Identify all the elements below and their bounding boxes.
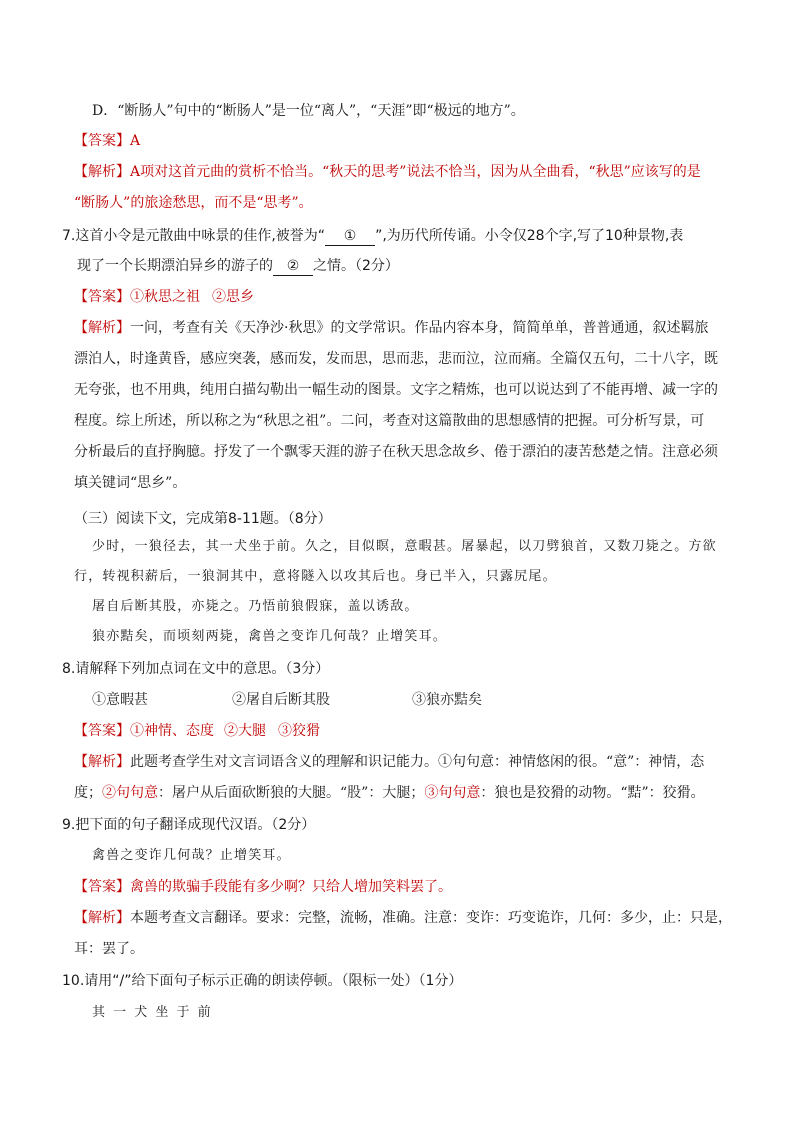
answer-label: 【答案】 (74, 133, 130, 149)
q7-explanation-line-5: 分析最后的直抒胸臆。抒发了一个飘零天涯的游子在秋天思念故乡、倦于漂泊的凄苦愁楚之情。注意必须 (74, 444, 718, 460)
q6-answer-value: A (130, 133, 141, 149)
passage-line-2: 行，转视积薪后，一狼洞其中，意将隧入以攻其后也。身已半入，只露尻尾。 (74, 569, 557, 584)
passage-line-4: 狼亦黠矣，而顷刻两毙，禽兽之变诈几何哉？止增笑耳。 (92, 629, 448, 644)
q6-explanation-line-1: 【解析】A项对这首元曲的赏析不恰当。“秋天的思考”说法不恰当，因为从全曲看，“秋思”应该写的是 (74, 164, 701, 180)
passage-line-1: 少时，一狼径去，其一犬坐于前。久之，目似瞑，意暇甚。屠暴起，以刀劈狼首，又数刀毙之。方欲 (92, 539, 717, 554)
q7-answer: 【答案】①秋思之祖 ②思乡 (74, 289, 254, 305)
q6-answer (74, 131, 140, 151)
section-3-heading: （三）阅读下文，完成第8-11题。（8分） (74, 511, 332, 527)
q8-item-1: ①意暇甚 (92, 692, 148, 708)
explanation-label: 【解析】 (74, 164, 130, 180)
q9-answer: 【答案】禽兽的欺骗手段能有多少啊？只给人增加笑料罢了。 (74, 879, 452, 895)
q8-explanation-line-1: 【解析】此题考查学生对文言词语含义的理解和识记能力。①句句意：神情悠闲的很。“意”：神情，态 (74, 754, 705, 770)
q8-question: 8.请解释下列加点词在文中的意思。（3分） (62, 661, 330, 677)
q9-explanation-line-1: 【解析】本题考查文言翻译。要求：完整，流畅，准确。注意：变诈：巧变诡诈，几何：多少，止：只是， (74, 910, 732, 926)
option-d: D．“断肠人”句中的“断肠人”是一位“离人”，“天涯”即“极远的地方”。 (92, 103, 525, 119)
q8-answer: 【答案】①神情、态度 ②大腿 ③狡猾 (74, 723, 320, 739)
q9-question: 9.把下面的句子翻译成现代汉语。（2分） (62, 817, 316, 833)
q10-sentence: 其 一 犬 坐 于 前 (92, 1005, 213, 1020)
q7-blank-1: ① (325, 228, 375, 246)
q7-explanation-line-4: 程度。综上所述，所以称之为“秋思之祖”。二问，考查对这篇散曲的思想感情的把握。可分析写景，可 (74, 413, 705, 429)
q6-explanation-line-2: “断肠人”的旅途愁思，而不是“思考”。 (74, 195, 313, 211)
q8-explanation-line-2: 度；②句句意：屠户从后面砍断狼的大腿。“股”：大腿；③句句意：狼也是狡猾的动物。“黠”：狡猾。 (74, 785, 705, 801)
q8-item-2: ②屠自后断其股 (232, 692, 330, 708)
q7-blank-2: ② (273, 258, 313, 276)
q9-explanation-line-2: 耳：罢了。 (74, 941, 144, 957)
q7-explanation-line-6: 填关键词“思乡”。 (74, 475, 187, 491)
q7-question-line-1: 7.这首小令是元散曲中咏景的佳作,被誉为“ ① ”,为历代所传诵。小令仅28个字,写了10种景物,表 (62, 228, 684, 244)
q7-explanation-line-3: 无夸张，也不用典，纯用白描勾勒出一幅生动的图景。文字之精炼，也可以说达到了不能再增、减一字的 (74, 382, 718, 398)
q7-question-line-2: 现了一个长期漂泊异乡的游子的 ② 之情。（2分） (77, 258, 399, 274)
q7-explanation-line-1: 【解析】一问，考查有关《天净沙·秋思》的文学常识。作品内容本身，简简单单，普普通通，叙述羁旅 (74, 320, 709, 336)
q9-sentence: 禽兽之变诈几何哉？止增笑耳。 (92, 848, 291, 863)
q8-item-3: ③狼亦黠矣 (412, 692, 482, 708)
passage-line-3: 屠自后断其股，亦毙之。乃悟前狼假寐，盖以诱敌。 (92, 599, 419, 614)
q7-explanation-line-2: 漂泊人，时逢黄昏，感应突袭，感而发，发而思，思而悲，悲而泣，泣而痛。全篇仅五句，二十八字，既 (74, 351, 718, 367)
q10-question: 10.请用“/”给下面句子标示正确的朗读停顿。（限标一处）（1分） (62, 973, 463, 989)
